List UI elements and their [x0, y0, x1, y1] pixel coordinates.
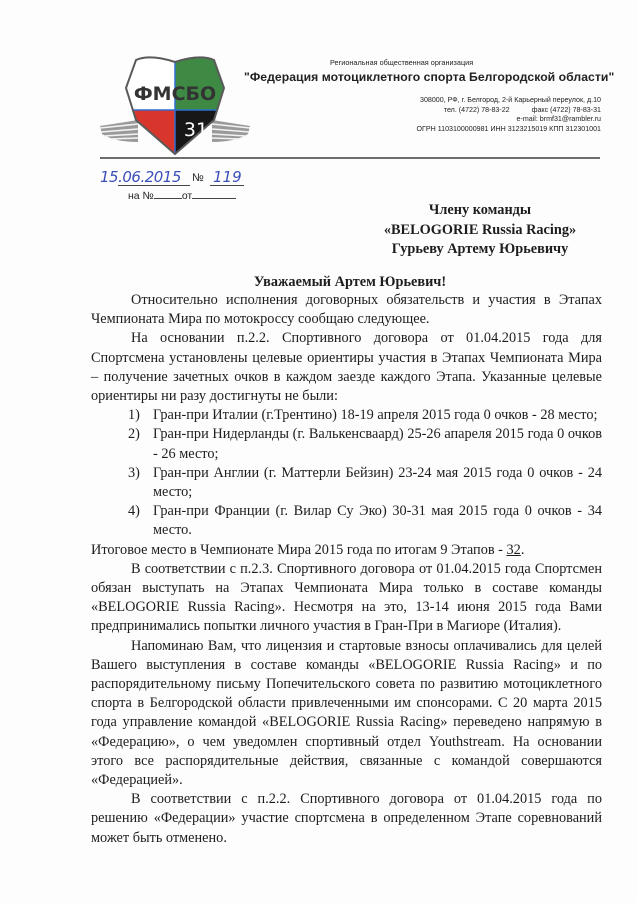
paragraph-4: Напоминаю Вам, что лицензия и стартовые взносы оплачивались для целей Вашего выступления в составе команды «BELOGORIE Russia Racing» и по распорядительному письму Попечительского совета по развитию мотоциклетного спорта в Белгородской области привлеченными им спонсорами. С 20 марта 2015 года управление командой «BELOGORIE Russia Racing» переведено напрямую в «Федерацию», о чем уведомлен спортивный отдел Youthstream. На основании этого все распорядительные действия, связанные с командой совершаются «Федерацией». — [91, 637, 602, 789]
addressee-line-2: «BELOGORIE Russia Racing» — [383, 221, 577, 238]
addressee-line-1: Члену команды — [428, 202, 532, 218]
final-place-line — [91, 541, 602, 560]
final-place-suffix: . — [520, 541, 525, 558]
paragraph-1: Относительно исполнения договорных обязательств и участия в Этапах Чемпионата Мира по мотокроссу сообщаю следующее. — [91, 292, 602, 328]
logo-abbreviation: ФМСБО — [133, 83, 217, 105]
letterhead-divider — [100, 157, 600, 159]
final-place-prefix: Итоговое место в Чемпионате Мира 2015 года по итогам 9 Этапов - — [91, 541, 507, 558]
paragraph-3: В соответствии с п.2.3. Спортивного договора от 01.04.2015 года Спортсмен обязан выступать на Этапах Чемпионата Мира только в составе команды «BELOGORIE Russia Racing». Несмотря на это, 13-14 июня 2015 года Вами предпринимались попытки личного участия в Гран-При в Магиоре (Италия). — [91, 560, 602, 635]
paragraph-2: На основании п.2.2. Спортивного договора от 01.04.2015 года для Спортсмена установлены целевые ориентиры участия в Этапах Чемпионата Мира – получение зачетных очков в каждом заезде каждого Этапа. Указанные целевые ориентиры ни разу достигнуты не были: — [91, 330, 602, 405]
result-text: Гран-при Франции (г. Вилар Су Эко) 30-31 мая 2015 года 0 очков - 34 место. — [153, 503, 602, 539]
org-address: 308000, РФ, г. Белгород, 2-й Карьерный переулок, д.10 — [420, 96, 601, 104]
org-registration: ОГРН 1103100000981 ИНН 3123215019 КПП 312301001 — [416, 124, 601, 133]
letter-body — [91, 291, 602, 848]
result-number: 4) — [128, 503, 140, 520]
salutation: Уважаемый Артем Юрьевич! — [253, 274, 447, 290]
result-text: Гран-при Англии (г. Маттерли Бейзин) 23-24 мая 2015 года 0 очков - 24 место; — [153, 464, 602, 501]
result-item — [91, 502, 602, 540]
org-phone-fax — [417, 106, 601, 116]
reply-date-blank — [192, 189, 236, 199]
result-item — [91, 406, 602, 425]
org-type: Региональная общественная организация — [330, 58, 474, 67]
org-name: "Федерация мотоциклетного спорта Белгородской области" — [244, 70, 615, 84]
addressee-line-3: Гурьеву Артему Юрьевичу — [391, 241, 569, 257]
results-list — [91, 406, 602, 540]
result-item — [91, 464, 602, 502]
result-text: Гран-при Италии (г.Трентино) 18-19 апреля 2015 года 0 очков - 28 место; — [153, 407, 598, 424]
handwritten-number: 119 — [213, 168, 242, 186]
result-item — [91, 425, 602, 463]
addressee-block — [360, 201, 600, 260]
from-label: от — [181, 190, 193, 202]
result-text: Гран-при Нидерланды (г. Валькенсваард) 25-26 апареля 2015 года 0 очков - 26 место; — [153, 426, 602, 462]
handwritten-date: 15.06.2015 — [100, 168, 181, 186]
reply-reference — [128, 189, 236, 202]
org-email: e-mail: brmf31@rambler.ru — [516, 115, 601, 124]
org-fax: факс (4722) 78-83-31 — [531, 105, 601, 114]
org-contacts — [417, 96, 601, 134]
paragraph-5: В соответствии с п.2.2. Спортивного договора от 01.04.2015 года по решению «Федерации» участие спортсмена в определенном Этапе соревнований может быть отменено. — [91, 791, 602, 846]
reply-number-blank — [154, 189, 182, 199]
org-phone: тел. (4722) 78-83-22 — [443, 105, 510, 114]
result-number: 2) — [128, 426, 140, 443]
result-number: 1) — [128, 407, 140, 424]
number-underline — [210, 185, 244, 186]
final-place-value: 32 — [506, 541, 521, 558]
result-number: 3) — [128, 464, 140, 481]
number-label: № — [192, 172, 204, 184]
reply-to-label: на № — [128, 190, 154, 202]
fmsbo-logo — [100, 50, 250, 155]
logo-region-code: 31 — [183, 119, 209, 141]
date-underline — [118, 185, 190, 186]
